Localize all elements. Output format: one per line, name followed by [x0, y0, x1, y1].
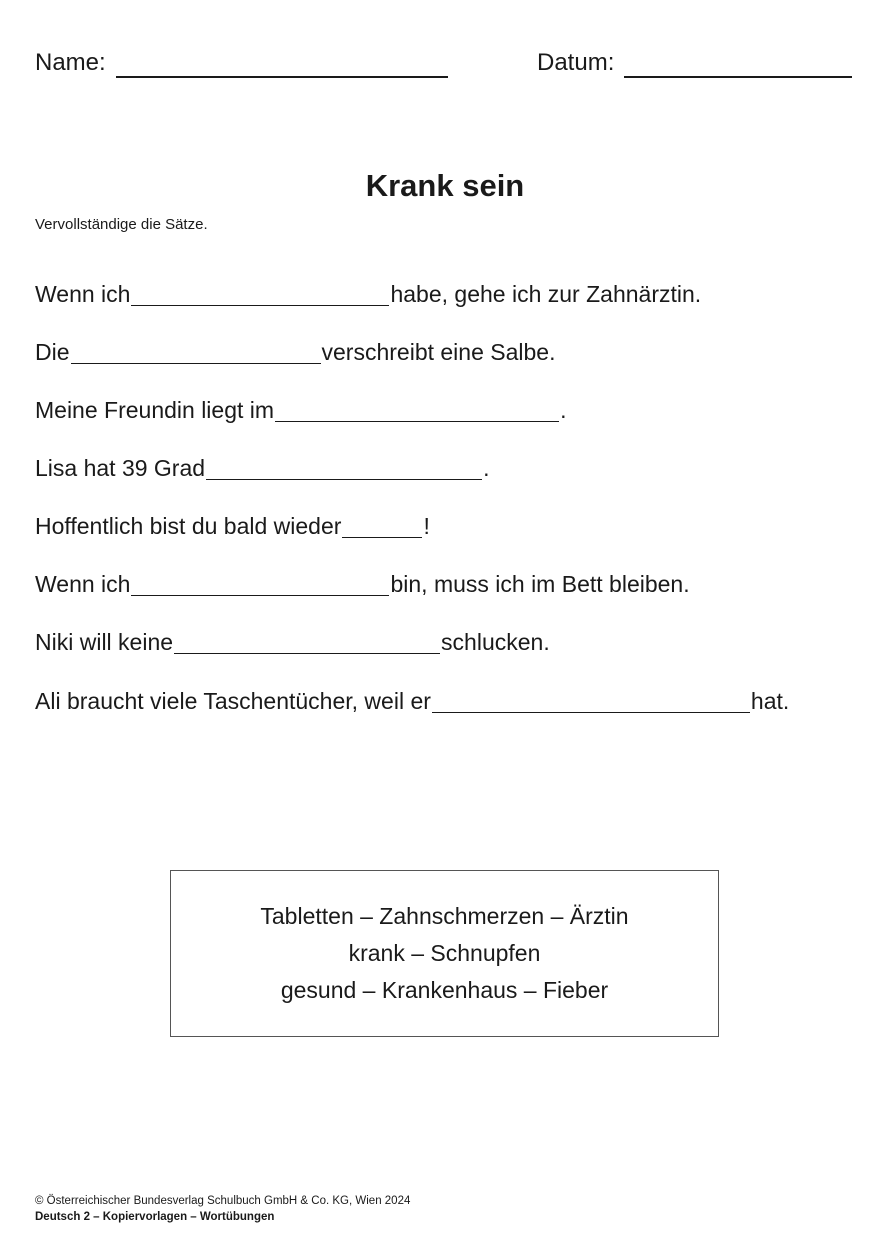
footer-series: Deutsch 2 – Kopiervorlagen – Wortübungen — [35, 1211, 275, 1223]
sentence-8 — [35, 686, 789, 716]
header — [35, 48, 855, 84]
date-field — [537, 48, 852, 78]
sentence-2-before: Die — [35, 339, 70, 365]
sentence-8-after: hat. — [750, 688, 790, 714]
sentence-6-blank[interactable] — [131, 573, 389, 596]
sentence-4-before: Lisa hat 39 Grad — [35, 455, 206, 481]
sentence-1-blank[interactable] — [131, 283, 389, 306]
sentence-7-before: Niki will keine — [35, 629, 174, 655]
date-blank-line[interactable] — [624, 50, 852, 78]
sentence-7-after: schlucken. — [441, 629, 550, 655]
sentence-3-before: Meine Freundin liegt im — [35, 397, 275, 423]
sentence-2-after: verschreibt eine Salbe. — [321, 339, 556, 365]
name-blank-line[interactable] — [116, 50, 448, 78]
word-bank-line-2: krank – Schnupfen — [348, 940, 541, 966]
worksheet-title: Krank sein — [365, 168, 525, 203]
sentence-4-blank[interactable] — [206, 457, 482, 480]
sentence-6-after: bin, muss ich im Bett bleiben. — [390, 571, 690, 597]
sentence-5-before: Hoffentlich bist du bald wieder — [35, 513, 342, 539]
sentence-8-before: Ali braucht viele Taschentücher, weil er — [35, 688, 431, 714]
sentence-6-before: Wenn ich — [35, 571, 131, 597]
footer-copyright: © Österreichischer Bundesverlag Schulbuch GmbH & Co. KG, Wien 2024 — [35, 1195, 411, 1207]
sentence-3-blank[interactable] — [275, 399, 559, 422]
sentence-3-after: . — [560, 397, 567, 423]
footer — [35, 1193, 410, 1225]
sentence-2-blank[interactable] — [71, 341, 321, 364]
word-bank-line-1: Tabletten – Zahnschmerzen – Ärztin — [260, 903, 629, 929]
sentence-8-blank[interactable] — [432, 690, 750, 713]
sentence-5-blank[interactable] — [342, 515, 422, 538]
sentence-2 — [35, 337, 555, 367]
sentence-1-after: habe, gehe ich zur Zahnärztin. — [390, 281, 702, 307]
sentence-1 — [35, 279, 701, 309]
instruction-text: Vervollständige die Sätze. — [35, 216, 208, 233]
name-label: Name: — [35, 49, 106, 76]
date-label: Datum: — [537, 49, 615, 76]
sentence-6 — [35, 569, 690, 599]
word-bank-line-3: gesund – Krankenhaus – Fieber — [280, 977, 609, 1003]
sentence-4 — [35, 453, 489, 483]
sentence-7 — [35, 627, 550, 657]
sentence-5-after: ! — [423, 513, 430, 539]
word-bank-box — [170, 870, 719, 1037]
name-field — [35, 48, 448, 78]
sentence-4-after: . — [483, 455, 490, 481]
sentence-7-blank[interactable] — [174, 631, 440, 654]
sentence-1-before: Wenn ich — [35, 281, 131, 307]
sentence-3 — [35, 395, 566, 425]
sentence-5 — [35, 511, 430, 541]
